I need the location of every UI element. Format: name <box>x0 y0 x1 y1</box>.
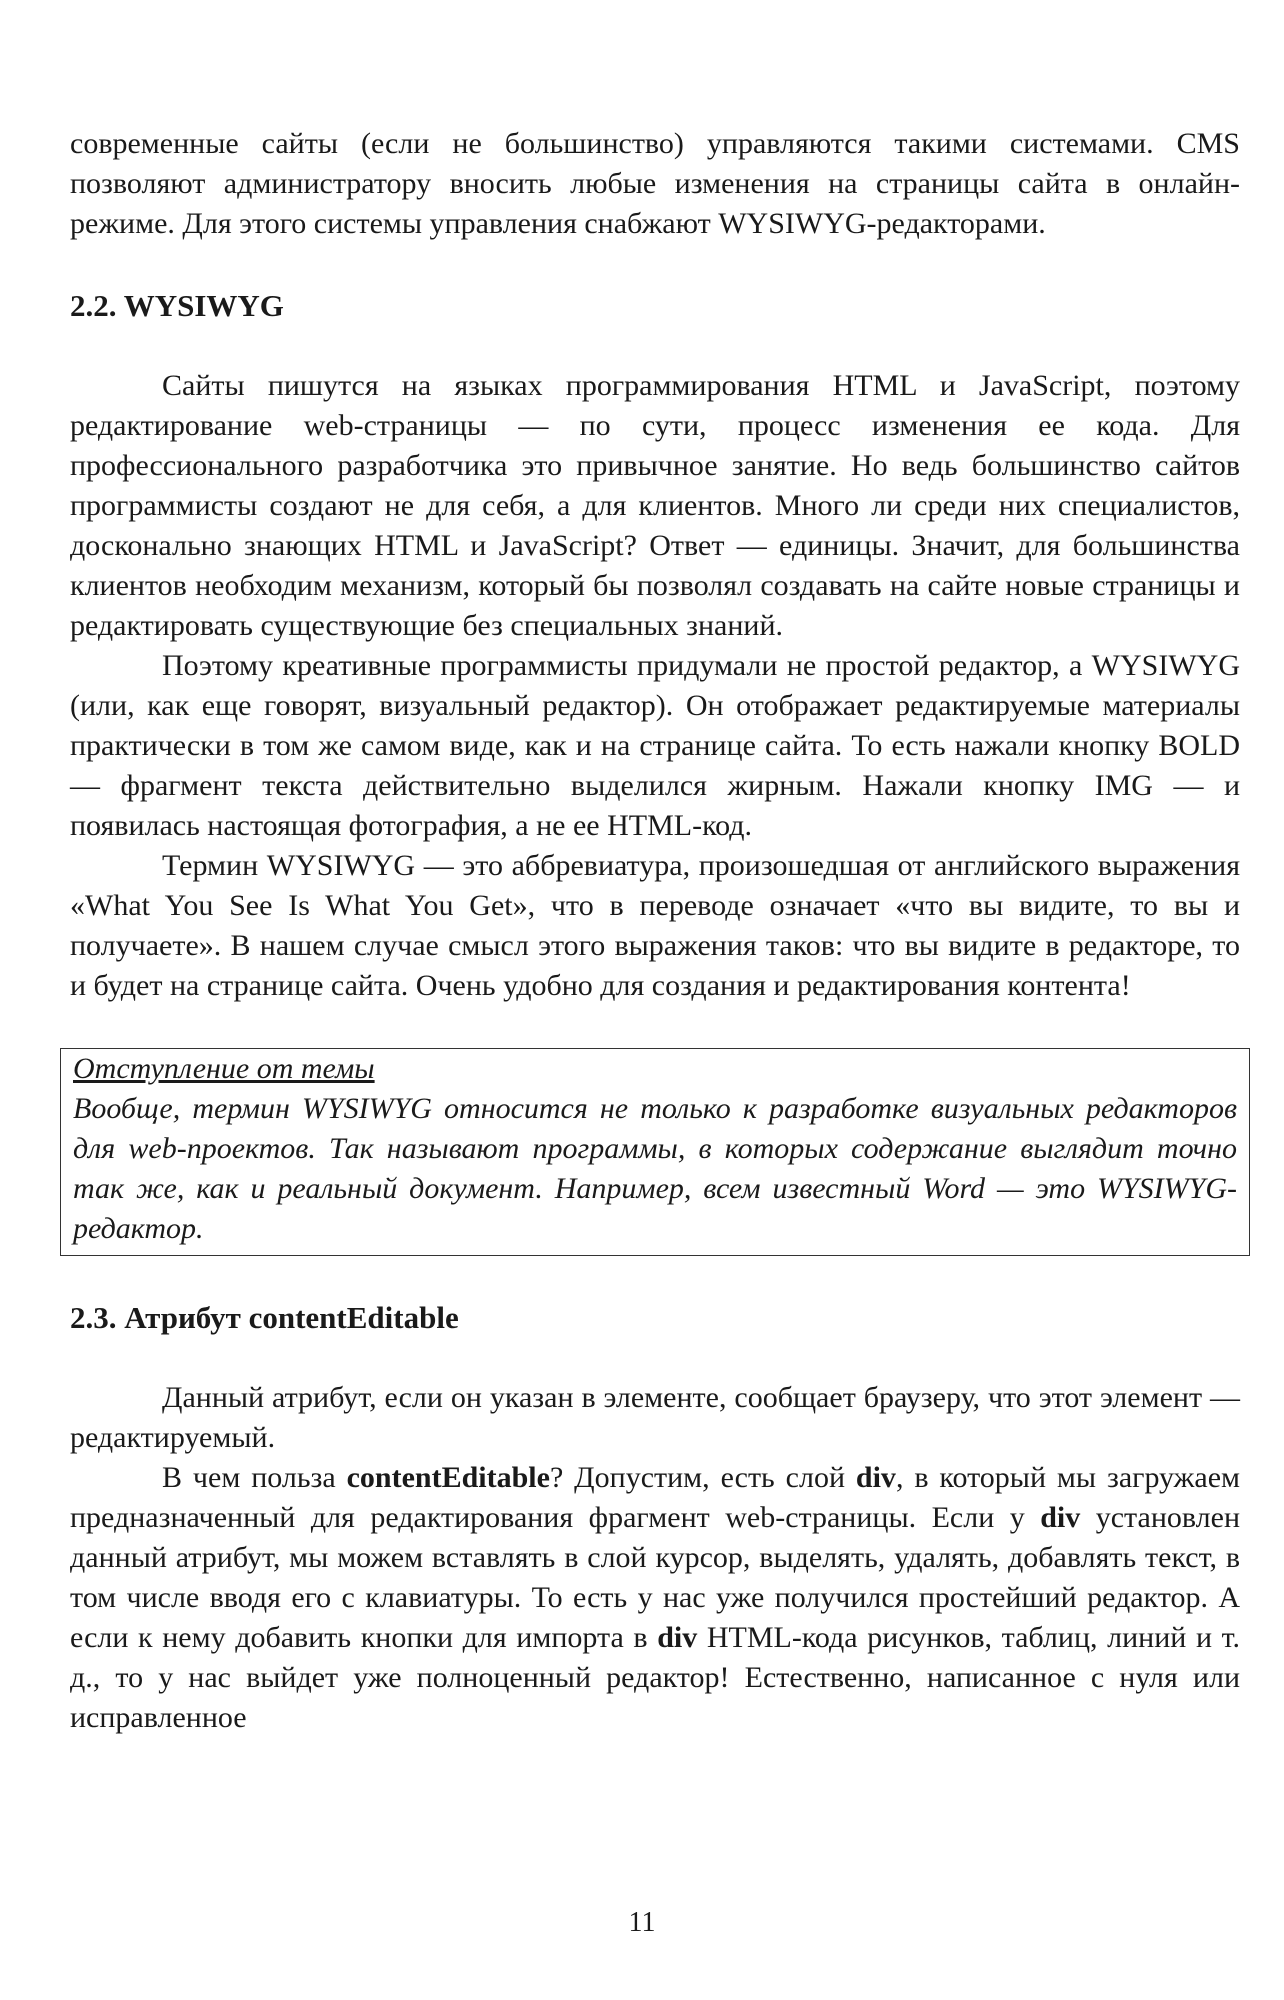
paragraph-intro: современные сайты (если не большинство) управляются такими системами. CMS позволяют администратору вносить любые изменения на страницы сайта в онлайн-режиме. Для этого системы управления снабжают WYSIWYG-редакторами. <box>70 127 1240 240</box>
paragraph-wysiwyg-1: Сайты пишутся на языках программирования HTML и JavaScript, поэтому редактирование web-страницы — по сути, процесс изменения ее кода. Для профессионального разработчика это привычное занятие. Но ведь большинство сайтов программисты создают не для себя, а для клиентов. Много ли среди них специалистов, досконально знающих HTML и JavaScript? Ответ — единицы. Значит, для большинства клиентов необходим механизм, который бы позволял создавать на сайте новые страницы и редактировать существующие без специальных знаний. <box>70 369 1240 642</box>
digression-box <box>60 1048 1250 1256</box>
text-run: , в который мы загружаем предназначенный для редактирования фрагмент web-страницы. Если у <box>70 1461 1240 1534</box>
text-run: HTML-кода рисунков, таблиц, линий и т. д., то у нас выйдет уже полноценный редактор! Естественно, написанное с нуля или исправленное <box>70 1621 1240 1734</box>
term-div: div <box>1040 1501 1081 1534</box>
heading-section-2-3: 2.3. Атрибут contentEditable <box>70 1300 459 1335</box>
term-contenteditable: contentEditable <box>346 1461 550 1494</box>
heading-section-2-2: 2.2. WYSIWYG <box>70 288 284 323</box>
digression-title: Отступление от темы <box>73 1052 375 1085</box>
page-number: 11 <box>628 1907 656 1938</box>
text-run: ? Допустим, есть слой <box>549 1461 856 1494</box>
paragraph-wysiwyg-2: Поэтому креативные программисты придумали не простой редактор, а WYSIWYG (или, как еще говорят, визуальный редактор). Он отображает редактируемые материалы практически в том же самом виде, как и на странице сайта. То есть нажали кнопку BOLD — фрагмент текста действительно выделился жирным. Нажали кнопку IMG — и появилась настоящая фотография, а не ее HTML-код. <box>70 649 1240 842</box>
text-run: В чем польза <box>162 1461 347 1494</box>
paragraph-contenteditable-1: Данный атрибут, если он указан в элементе, сообщает браузеру, что этот элемент — редактируемый. <box>70 1381 1240 1454</box>
term-div: div <box>855 1461 896 1494</box>
text-run: установлен данный атрибут, мы можем вставлять в слой курсор, выделять, удалять, добавлять текст, в том числе вводя его с клавиатуры. То есть у нас уже получился простейший редактор. А если к нему добавить кнопки для импорта в <box>70 1501 1240 1654</box>
term-div: div <box>657 1621 698 1654</box>
page-content <box>70 124 1240 1738</box>
digression-text: Вообще, термин WYSIWYG относится не только к разработке визуальных редакторов для web-проектов. Так называют программы, в которых содержание выглядит точно так же, как и реальный документ. Например, всем известный Word — это WYSIWYG-редактор. <box>73 1092 1237 1245</box>
paragraph-wysiwyg-3: Термин WYSIWYG — это аббревиатура, произошедшая от английского выражения «What You See Is What You Get», что в переводе означает «что вы видите, то вы и получаете». В нашем случае смысл этого выражения таков: что вы видите в редакторе, то и будет на странице сайта. Очень удобно для создания и редактирования контента! <box>70 849 1240 1002</box>
paragraph-contenteditable-2 <box>70 1458 1240 1738</box>
